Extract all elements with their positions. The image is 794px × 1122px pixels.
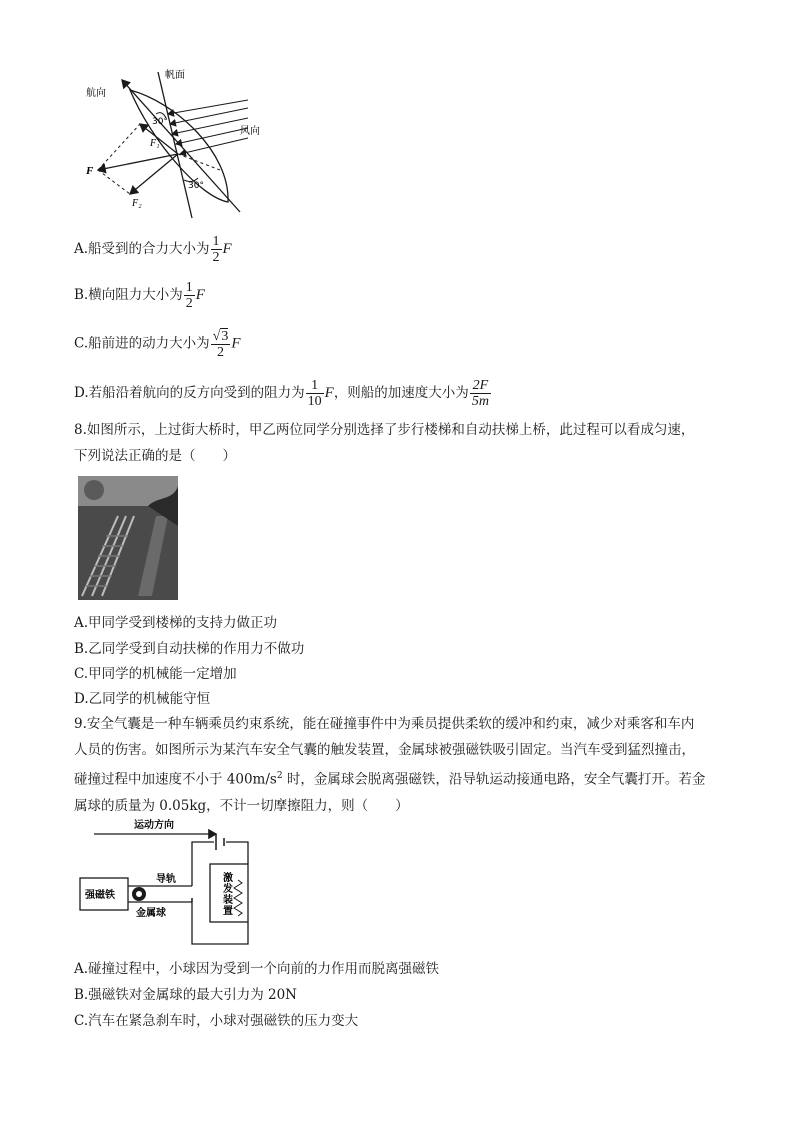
label-f2: F₂ [132, 198, 142, 209]
escalator-photo [78, 476, 178, 600]
q8-stem: 8.如图所示，上过街大桥时，甲乙两位同学分别选择了步行楼梯和自动扶梯上桥，此过程可以看成匀速， 下列说法正确的是（ ） [74, 422, 695, 464]
q7-option-c: C.船前进的动力大小为 $\frac{√3}{2}$ F [74, 329, 241, 360]
q7-option-d: D.若船沿着航向的反方向受到的阻力为 $\frac{1}{10}$ F，则船的加速度大小为 $\frac{2F}{5m}$ [74, 378, 489, 409]
fraction: $\frac{2F}{5m}$ [471, 378, 489, 409]
q7-option-b: B.横向阻力大小为 $\frac{1}{2}$ F [74, 280, 205, 311]
q8-option-b: B.乙同学受到自动扶梯的作用力不做功 [74, 641, 305, 657]
force-f2-arrow [130, 154, 178, 194]
label-motion: 运动方向 [134, 820, 174, 831]
label-magnet: 强磁铁 [85, 890, 115, 901]
label-sail: 帆面 [165, 70, 185, 81]
q8-option-c: C.甲同学的机械能一定增加 [74, 666, 237, 682]
q8-option-d: D.乙同学的机械能守恒 [74, 691, 211, 707]
fraction: $\frac{1}{2}$ [212, 234, 220, 265]
label-wind: 风向 [240, 126, 260, 137]
label-heading: 航向 [86, 88, 106, 99]
label-f1: F₁ [150, 138, 160, 149]
fraction: $\frac{1}{10}$ [307, 378, 322, 409]
q9-option-b: B.强磁铁对金属球的最大引力为 20N [74, 987, 297, 1003]
sail-line [158, 72, 192, 218]
q8-option-a: A.甲同学受到楼梯的支持力做正功 [74, 615, 278, 631]
label-device: 激发装置 [220, 872, 232, 916]
label-angle-bottom: 30° [188, 181, 204, 191]
q9-option-a: A.碰撞过程中，小球因为受到一个向前的力作用而脱离强磁铁 [74, 961, 440, 977]
label-rail: 导轨 [156, 874, 176, 885]
airbag-trigger-diagram [76, 816, 276, 952]
label-f: F [86, 165, 94, 177]
q9-stem: 9.安全气囊是一种车辆乘员约束系统，能在碰撞事件中为乘员提供柔软的缓冲和约束，减少对乘客和车内 人员的伤害。如图所示为某汽车安全气囊的触发装置，金属球被强磁铁吸引固定。当汽车受到猛烈撞击， 碰撞过程中加速度不小于 $400m/s^2$ 时，金属球会脱离强磁铁，沿导轨运动接通电路，安全气囊打开。若金 属球的质量为 0.05kg，不计一切摩擦阻力，则（ ） [74, 716, 706, 814]
battery-icon [216, 834, 224, 850]
heading-line [122, 80, 240, 212]
label-angle-top: 30° [152, 117, 168, 127]
resistor-coil [234, 880, 242, 916]
q9-option-c: C.汽车在紧急刹车时，小球对强磁铁的压力变大 [74, 1013, 359, 1029]
q7-option-a: A.船受到的合力大小为 $\frac{1}{2}$ F [74, 234, 232, 265]
fraction: $\frac{1}{2}$ [185, 280, 193, 311]
sail-force-diagram [80, 62, 270, 220]
fraction: $\frac{√3}{2}$ [212, 329, 229, 360]
label-ball: 金属球 [136, 908, 166, 919]
